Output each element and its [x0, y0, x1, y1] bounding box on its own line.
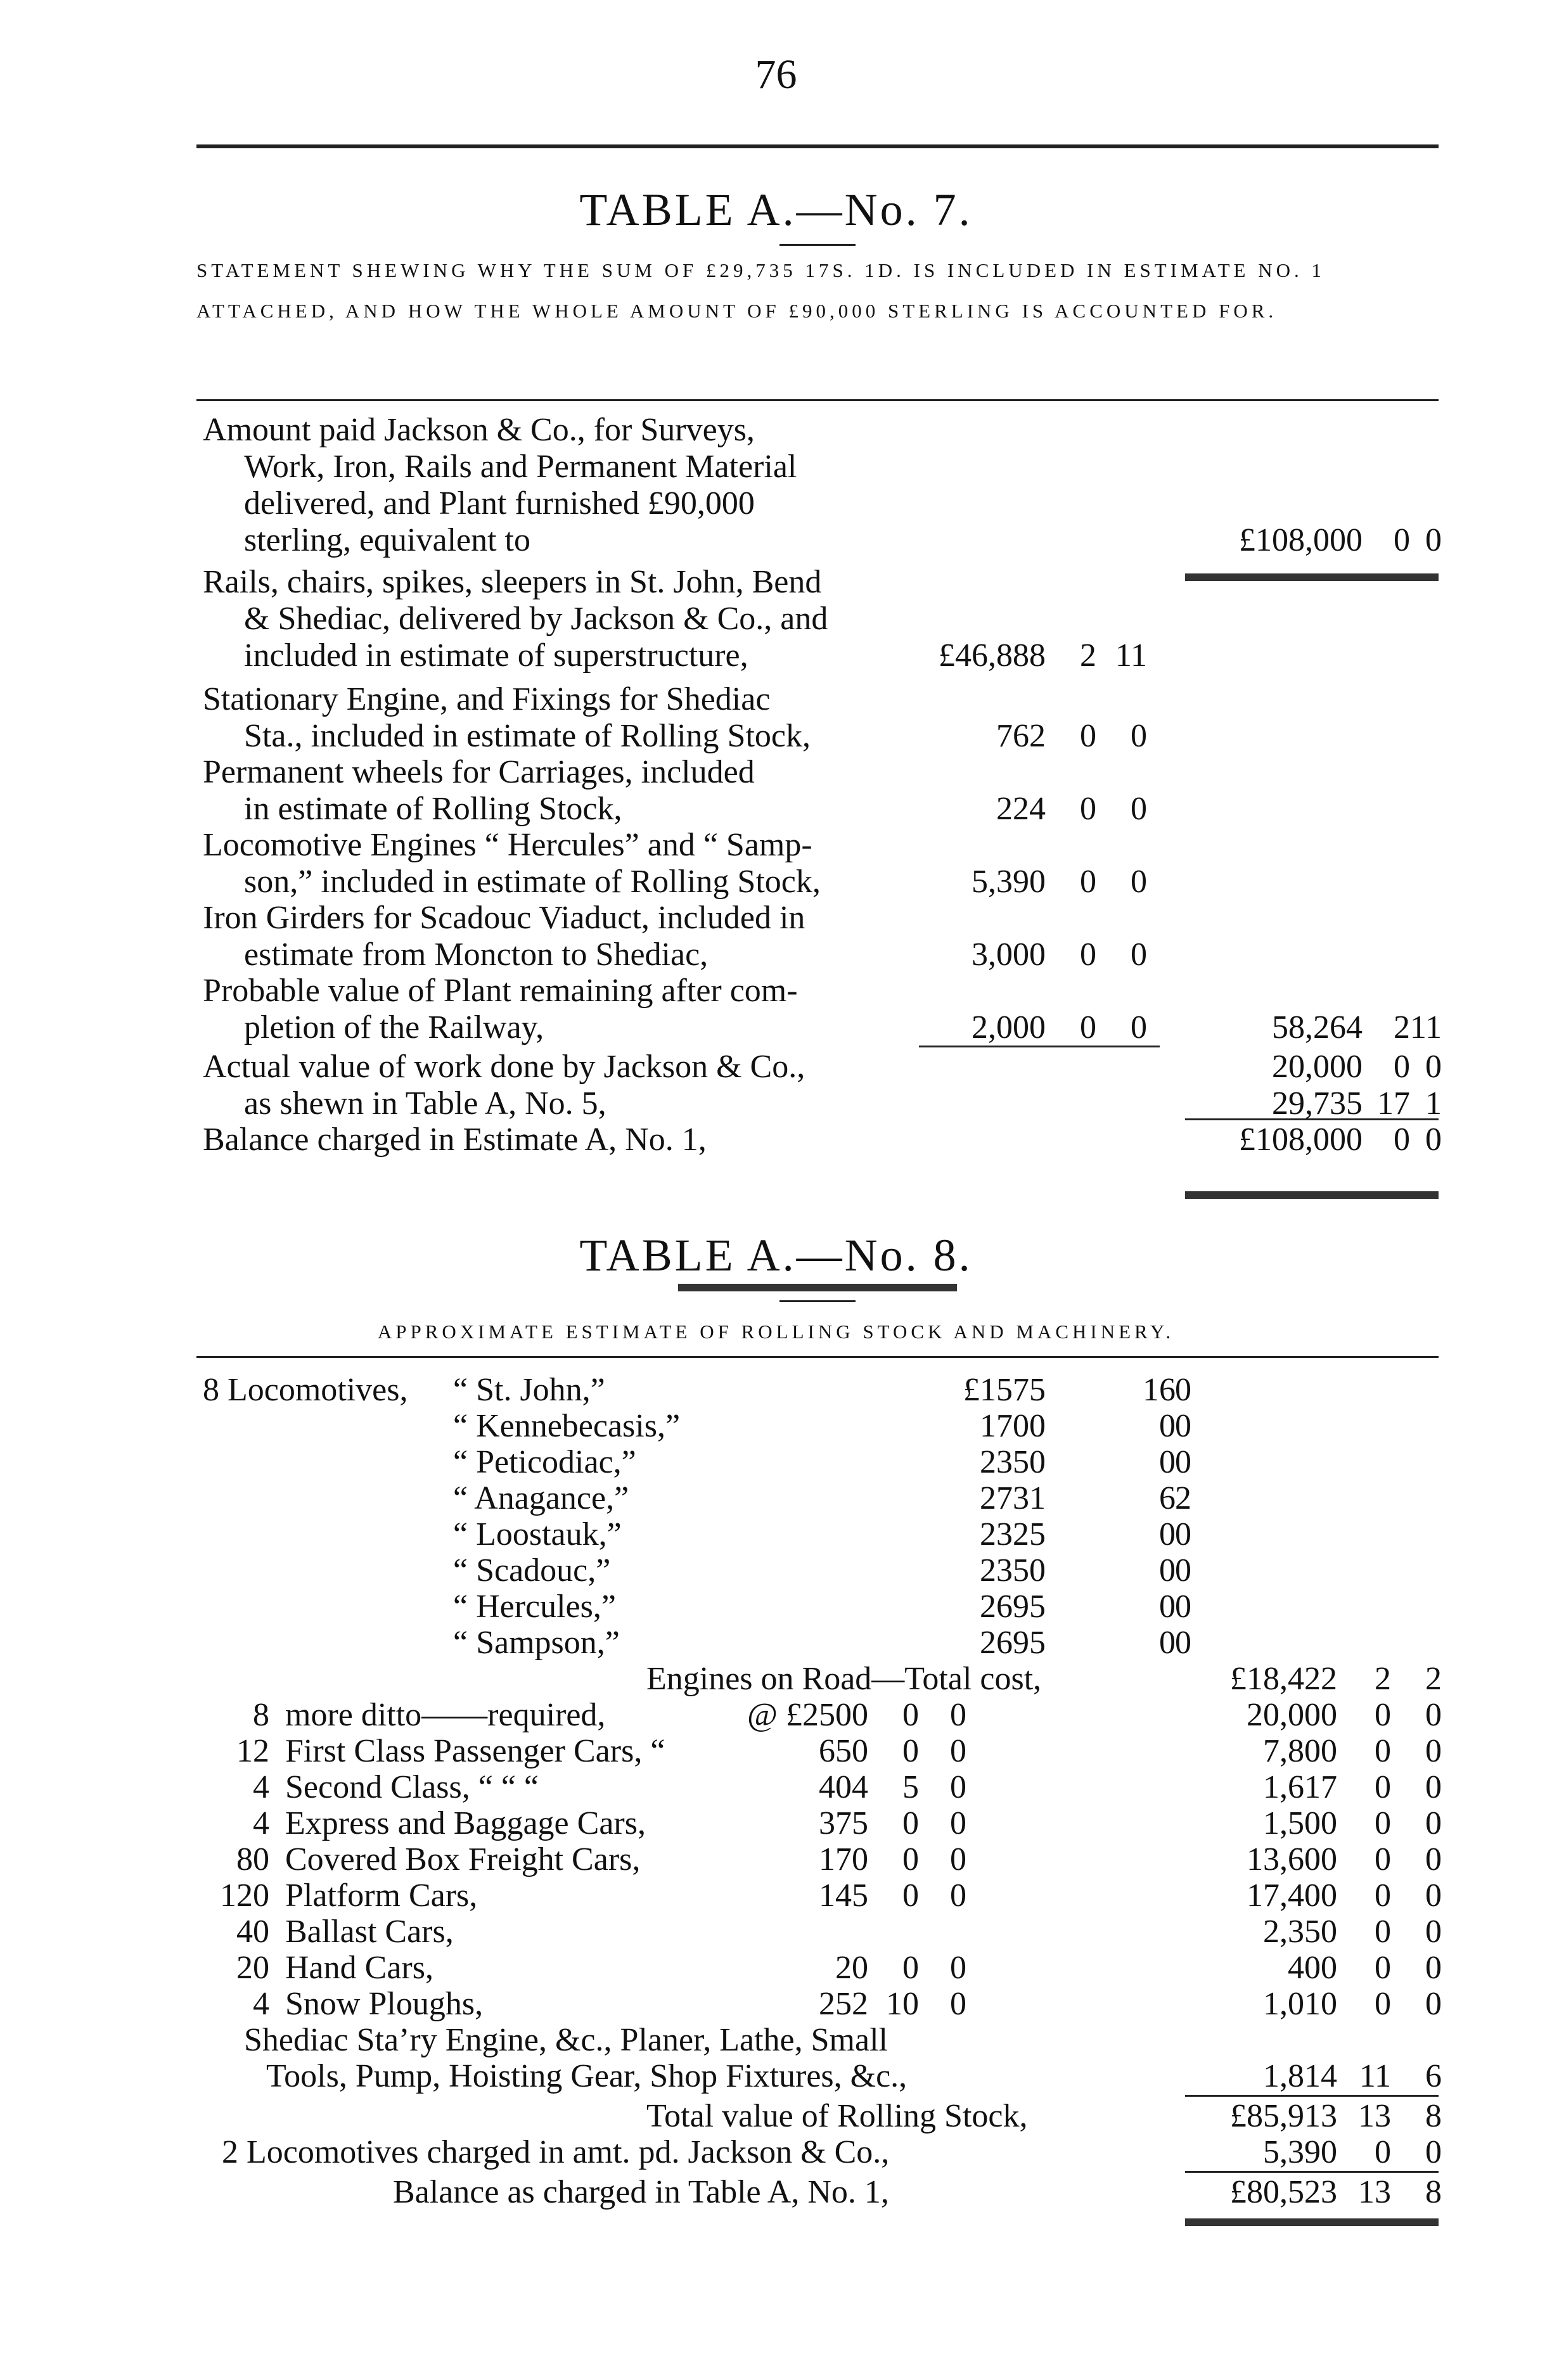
item-desc: First Class Passenger Cars, “: [285, 1733, 665, 1769]
table7-sub-shillings: 0: [1080, 937, 1096, 973]
item-total-pounds: 20,000: [1247, 1697, 1337, 1733]
table7-sub-pounds: 224: [996, 791, 1046, 827]
table7-item-text: Locomotive Engines “ Hercules” and “ Samp-: [203, 827, 812, 863]
table7-item-text: & Shediac, delivered by Jackson & Co., and: [244, 601, 828, 637]
engines-total-label: Engines on Road—Total cost,: [646, 1661, 1042, 1697]
item-desc: Express and Baggage Cars,: [285, 1805, 646, 1841]
item-qty: 8: [253, 1697, 269, 1733]
locomotive-cost-pence: 0: [1175, 1408, 1191, 1444]
locomotive-cost-pence: 0: [1175, 1444, 1191, 1480]
locomotive-cost-pounds: 1700: [980, 1408, 1046, 1444]
item-total-pence: 0: [1425, 1697, 1442, 1733]
item-rate-pounds: 650: [819, 1733, 868, 1769]
locomotive-cost-shillings: 0: [1159, 1625, 1176, 1661]
item-rate-shillings: 0: [902, 1841, 919, 1878]
item-qty: 4: [253, 1805, 269, 1841]
item-total-pounds: 400: [1288, 1950, 1337, 1986]
locos-charged-shillings: 0: [1375, 2134, 1391, 2170]
table7-sub-pence: 0: [1131, 791, 1147, 827]
table7-sub-pounds: 762: [996, 718, 1046, 754]
item-total-shillings: 0: [1375, 1769, 1391, 1805]
locomotive-cost-shillings: 0: [1159, 1408, 1176, 1444]
balance-pence: 8: [1425, 2174, 1442, 2210]
item-rate-pounds: 170: [819, 1841, 868, 1878]
item-total-pounds: 1,617: [1263, 1769, 1337, 1805]
table7-title: TABLE A.—No. 7.: [579, 184, 973, 235]
item-total-shillings: 0: [1375, 1986, 1391, 2022]
item-desc: Platform Cars,: [285, 1878, 478, 1914]
item-rate-pence: 0: [950, 1986, 966, 2022]
table8-title-rule: [779, 1300, 856, 1302]
table7-item-text: Actual value of work done by Jackson & Co.,: [203, 1049, 805, 1085]
locomotive-name: “ Anagance,”: [453, 1480, 629, 1516]
table7-sub-pounds: 2,000: [972, 1009, 1046, 1046]
item-total-pence: 0: [1425, 1986, 1442, 2022]
item-total-shillings: 0: [1375, 1805, 1391, 1841]
table7-end-rule-heavy: [1185, 1191, 1439, 1199]
table7-sub-shillings: 2: [1080, 637, 1096, 674]
locomotive-name: “ Peticodiac,”: [453, 1444, 636, 1480]
table7-total-rule-heavy: [1185, 573, 1439, 581]
table7-item-text: Probable value of Plant remaining after com-: [203, 973, 798, 1009]
table7-caption-rule: [196, 399, 1439, 401]
table8-caption: APPROXIMATE ESTIMATE OF ROLLING STOCK AND MACHINERY.: [377, 1321, 1175, 1343]
item-total-pounds: 17,400: [1247, 1878, 1337, 1914]
item-rate-pence: 0: [950, 1805, 966, 1841]
table8-caption-rule: [196, 1356, 1439, 1358]
item-qty: 40: [236, 1914, 269, 1950]
locomotive-name: “ Sampson,”: [453, 1625, 620, 1661]
table7-total-pence: 0: [1425, 1122, 1442, 1158]
table7-balance-rule: [1185, 1118, 1439, 1120]
item-desc: Ballast Cars,: [285, 1914, 454, 1950]
table7-total-shillings: 0: [1394, 1049, 1410, 1085]
locos-charged-pounds: 5,390: [1263, 2134, 1337, 2170]
balance-rule: [1185, 2171, 1439, 2173]
item-total-shillings: 0: [1375, 1697, 1391, 1733]
table7-sub-pence: 0: [1131, 864, 1147, 900]
locomotive-name: “ Loostauk,”: [453, 1516, 622, 1552]
tools-total-pence: 6: [1425, 2058, 1442, 2094]
table7-item-text: pletion of the Railway,: [244, 1009, 544, 1046]
rolling-total-label: Total value of Rolling Stock,: [646, 2098, 1028, 2134]
item-desc: Covered Box Freight Cars,: [285, 1841, 641, 1878]
table7-item-text: Work, Iron, Rails and Permanent Material: [244, 449, 797, 485]
locomotives-label: 8 Locomotives,: [203, 1372, 408, 1408]
item-qty: 12: [236, 1733, 269, 1769]
item-rate-pence: 0: [950, 1697, 966, 1733]
tools-text: Tools, Pump, Hoisting Gear, Shop Fixtures, &c.,: [266, 2058, 907, 2094]
item-total-pence: 0: [1425, 1805, 1442, 1841]
table7-item-text: Balance charged in Estimate A, No. 1,: [203, 1122, 707, 1158]
item-rate-pence: 0: [950, 1733, 966, 1769]
engines-total-pence: 2: [1425, 1661, 1442, 1697]
locos-charged-pence: 0: [1425, 2134, 1442, 2170]
locomotive-cost-pence: 2: [1175, 1480, 1191, 1516]
item-total-pounds: 7,800: [1263, 1733, 1337, 1769]
table8-title: TABLE A.—No. 8.: [579, 1230, 973, 1281]
item-qty: 4: [253, 1769, 269, 1805]
table7-total-pounds: 29,735: [1272, 1085, 1363, 1122]
locomotive-cost-pence: 0: [1175, 1516, 1191, 1552]
rolling-total-pounds: £85,913: [1230, 2098, 1337, 2134]
locomotive-cost-shillings: 0: [1159, 1552, 1176, 1589]
table7-item-text: Sta., included in estimate of Rolling Stock,: [244, 718, 811, 754]
table7-sub-shillings: 0: [1080, 864, 1096, 900]
locos-charged-label: 2 Locomotives charged in amt. pd. Jackson & Co.,: [222, 2134, 890, 2170]
table7-sub-pence: 0: [1131, 718, 1147, 754]
top-rule: [196, 144, 1439, 148]
item-total-pounds: 2,350: [1263, 1914, 1337, 1950]
tools-text: Shediac Sta’ry Engine, &c., Planer, Lathe, Small: [244, 2022, 888, 2058]
item-total-pence: 0: [1425, 1841, 1442, 1878]
item-total-shillings: 0: [1375, 1878, 1391, 1914]
table7-sub-shillings: 0: [1080, 1009, 1096, 1046]
locomotive-cost-shillings: 16: [1143, 1372, 1176, 1408]
item-total-shillings: 0: [1375, 1914, 1391, 1950]
item-rate-shillings: 10: [886, 1986, 919, 2022]
item-total-shillings: 0: [1375, 1841, 1391, 1878]
table7-sub-pence: 0: [1131, 937, 1147, 973]
balance-pounds: £80,523: [1230, 2174, 1337, 2210]
balance-label: Balance as charged in Table A, No. 1,: [393, 2174, 889, 2210]
locomotive-cost-pounds: 2731: [980, 1480, 1046, 1516]
item-rate-pounds: 404: [819, 1769, 868, 1805]
table7-item-text: Rails, chairs, spikes, sleepers in St. John, Bend: [203, 564, 822, 600]
table7-item-text: Stationary Engine, and Fixings for Shediac: [203, 681, 771, 717]
item-desc: Second Class, “ “ “: [285, 1769, 539, 1805]
item-total-shillings: 0: [1375, 1950, 1391, 1986]
locomotive-name: “ Kennebecasis,”: [453, 1408, 681, 1444]
item-total-pounds: 13,600: [1247, 1841, 1337, 1878]
item-qty: 80: [236, 1841, 269, 1878]
table7-title-rule: [779, 244, 856, 246]
locomotive-name: “ St. John,”: [453, 1372, 605, 1408]
item-rate-pence: 0: [950, 1841, 966, 1878]
rolling-total-pence: 8: [1425, 2098, 1442, 2134]
tools-rule: [1185, 2095, 1439, 2097]
page-number: 76: [755, 51, 797, 98]
item-total-pounds: 1,500: [1263, 1805, 1337, 1841]
item-total-pence: 0: [1425, 1878, 1442, 1914]
item-qty: 20: [236, 1950, 269, 1986]
table7-total-shillings: 0: [1394, 522, 1410, 558]
locomotive-cost-shillings: 6: [1159, 1480, 1176, 1516]
item-total-pounds: 1,010: [1263, 1986, 1337, 2022]
table7-total-pounds: £108,000: [1239, 522, 1363, 558]
item-qty: 4: [253, 1986, 269, 2022]
locomotive-name: “ Scadouc,”: [453, 1552, 611, 1589]
locomotive-cost-pounds: 2350: [980, 1552, 1046, 1589]
rolling-total-shillings: 13: [1358, 2098, 1391, 2134]
item-desc: Hand Cars,: [285, 1950, 433, 1986]
table7-item-text: estimate from Moncton to Shediac,: [244, 937, 709, 973]
item-desc: Snow Ploughs,: [285, 1986, 484, 2022]
item-qty: 120: [220, 1878, 269, 1914]
item-rate-pence: 0: [950, 1769, 966, 1805]
table7-total-pounds: 58,264: [1272, 1009, 1363, 1046]
locomotive-cost-pounds: 2350: [980, 1444, 1046, 1480]
engines-total-pounds: £18,422: [1230, 1661, 1337, 1697]
table7-total-pounds: £108,000: [1239, 1122, 1363, 1158]
table7-item-text: as shewn in Table A, No. 5,: [244, 1085, 606, 1122]
locomotive-cost-shillings: 0: [1159, 1589, 1176, 1625]
table7-sub-pence: 0: [1131, 1009, 1147, 1046]
item-rate-shillings: 0: [902, 1733, 919, 1769]
section-divider: [678, 1284, 957, 1291]
table7-item-text: included in estimate of superstructure,: [244, 637, 748, 674]
locomotive-cost-shillings: 0: [1159, 1444, 1176, 1480]
locomotive-cost-pence: 0: [1175, 1589, 1191, 1625]
table7-caption: STATEMENT SHEWING WHY THE SUM OF £29,735 17S. 1D. IS INCLUDED IN ESTIMATE NO. 1 ATTACHED, AND HOW THE WHOLE AMOUNT OF £90,000 STERLING IS ACCOUNTED FOR.: [196, 259, 1325, 322]
table7-sub-pounds: 3,000: [972, 937, 1046, 973]
item-rate-shillings: 5: [902, 1769, 919, 1805]
table7-item-text: delivered, and Plant furnished £90,000: [244, 485, 755, 521]
table7-item-text: in estimate of Rolling Stock,: [244, 791, 622, 827]
table7-sub-shillings: 0: [1080, 718, 1096, 754]
item-rate-pence: 0: [950, 1878, 966, 1914]
table7-sub-pounds: £46,888: [939, 637, 1046, 674]
item-rate-pounds: 20: [835, 1950, 868, 1986]
table7-total-pence: 0: [1425, 522, 1442, 558]
item-rate-pence: 0: [950, 1950, 966, 1986]
locomotive-cost-pence: 0: [1175, 1372, 1191, 1408]
item-rate-shillings: 0: [902, 1805, 919, 1841]
table7-total-pounds: 20,000: [1272, 1049, 1363, 1085]
tools-total-shillings: 11: [1359, 2058, 1391, 2094]
table7-sub-shillings: 0: [1080, 791, 1096, 827]
locomotive-cost-shillings: 0: [1159, 1516, 1176, 1552]
item-rate-shillings: 0: [902, 1697, 919, 1733]
table7-total-shillings: 0: [1394, 1122, 1410, 1158]
table7-total-shillings: 17: [1377, 1085, 1410, 1122]
item-rate-pounds: 145: [819, 1878, 868, 1914]
item-total-shillings: 0: [1375, 1733, 1391, 1769]
item-rate-shillings: 0: [902, 1878, 919, 1914]
table7-total-pence: 0: [1425, 1049, 1442, 1085]
table7-item-text: son,” included in estimate of Rolling Stock,: [244, 864, 821, 900]
table7-item-text: Permanent wheels for Carriages, included: [203, 754, 755, 790]
locomotive-name: “ Hercules,”: [453, 1589, 616, 1625]
balance-shillings: 13: [1358, 2174, 1391, 2210]
table7-sub-pounds: 5,390: [972, 864, 1046, 900]
item-total-pence: 0: [1425, 1914, 1442, 1950]
locomotive-cost-pounds: 2325: [980, 1516, 1046, 1552]
table7-total-pence: 1: [1425, 1085, 1442, 1122]
locomotive-cost-pounds: £1575: [963, 1372, 1046, 1408]
item-rate-shillings: 0: [902, 1950, 919, 1986]
item-rate-pounds: @ £2500: [747, 1697, 868, 1733]
table7-sub-pence: 11: [1115, 637, 1147, 674]
end-rule-heavy: [1185, 2218, 1439, 2226]
item-desc: more ditto——required,: [285, 1697, 606, 1733]
locomotive-cost-pence: 0: [1175, 1625, 1191, 1661]
item-total-pence: 0: [1425, 1733, 1442, 1769]
locomotive-cost-pounds: 2695: [980, 1589, 1046, 1625]
locomotive-cost-pence: 0: [1175, 1552, 1191, 1589]
table7-total-shillings: 2: [1394, 1009, 1410, 1046]
table7-item-text: Iron Girders for Scadouc Viaduct, included in: [203, 900, 805, 936]
item-total-pence: 0: [1425, 1950, 1442, 1986]
engines-total-shillings: 2: [1375, 1661, 1391, 1697]
table7-sub-rule: [919, 1046, 1160, 1047]
table7-item-text: sterling, equivalent to: [244, 522, 531, 558]
item-total-pence: 0: [1425, 1769, 1442, 1805]
table7-total-pence: 11: [1409, 1009, 1442, 1046]
item-rate-pounds: 252: [819, 1986, 868, 2022]
table7-item-text: Amount paid Jackson & Co., for Surveys,: [203, 412, 755, 448]
item-rate-pounds: 375: [819, 1805, 868, 1841]
tools-total-pounds: 1,814: [1263, 2058, 1337, 2094]
locomotive-cost-pounds: 2695: [980, 1625, 1046, 1661]
